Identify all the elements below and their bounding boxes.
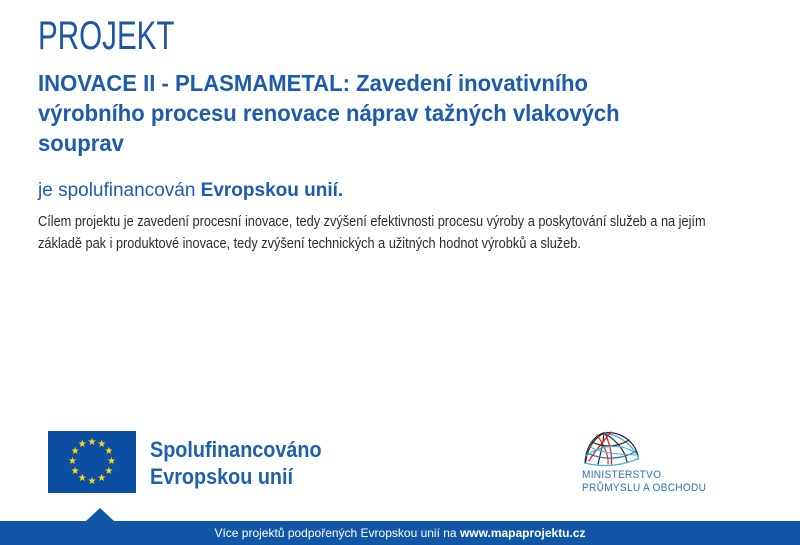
page-kicker: PROJEKT: [38, 14, 175, 58]
project-title-line: INOVACE II - PLASMAMETAL: Zavedení inovativního: [38, 70, 588, 96]
cofinance-statement: [38, 180, 343, 202]
eu-logo-text-line2: Evropskou unií: [150, 464, 294, 489]
footer-url: www.mapaprojektu.cz: [459, 526, 586, 540]
footer-text: Více projektů podpořených Evropskou unií na: [214, 526, 460, 540]
cofinance-statement-regular: je spolufinancován: [38, 180, 201, 201]
eu-logo-text-line1: Spolufinancováno: [150, 437, 322, 462]
ministry-name-line1: MINISTERSTVO: [582, 469, 662, 481]
cofinance-statement-bold: Evropskou unií.: [200, 180, 344, 201]
ministry-logo: [582, 430, 717, 495]
eu-logo-text: [150, 436, 410, 490]
footer-bar: [0, 521, 800, 545]
project-title: [38, 68, 644, 158]
eu-flag-stars-icon: ★ ★ ★ ★ ★ ★ ★ ★ ★ ★ ★ ★: [68, 436, 116, 487]
eu-flag: [48, 431, 136, 493]
footer-pointer-triangle: [86, 508, 114, 521]
ministry-globe-icon: [582, 430, 642, 466]
project-description-line: Cílem projektu je zavedení procesní inovace, tedy zvýšení efektivnosti procesu výroby a poskytování služeb a na jejím: [38, 213, 706, 230]
project-title-line: souprav: [38, 130, 124, 156]
project-description-line: základě pak i produktové inovace, tedy zvýšení technických a užitných hodnot výrobků a služeb.: [38, 235, 581, 252]
ministry-name-line2: PRŮMYSLU A OBCHODU: [582, 482, 707, 494]
project-description: [38, 211, 800, 255]
ministry-name: [582, 469, 717, 495]
project-title-line: výrobního procesu renovace náprav tažných vlakových: [38, 100, 620, 126]
